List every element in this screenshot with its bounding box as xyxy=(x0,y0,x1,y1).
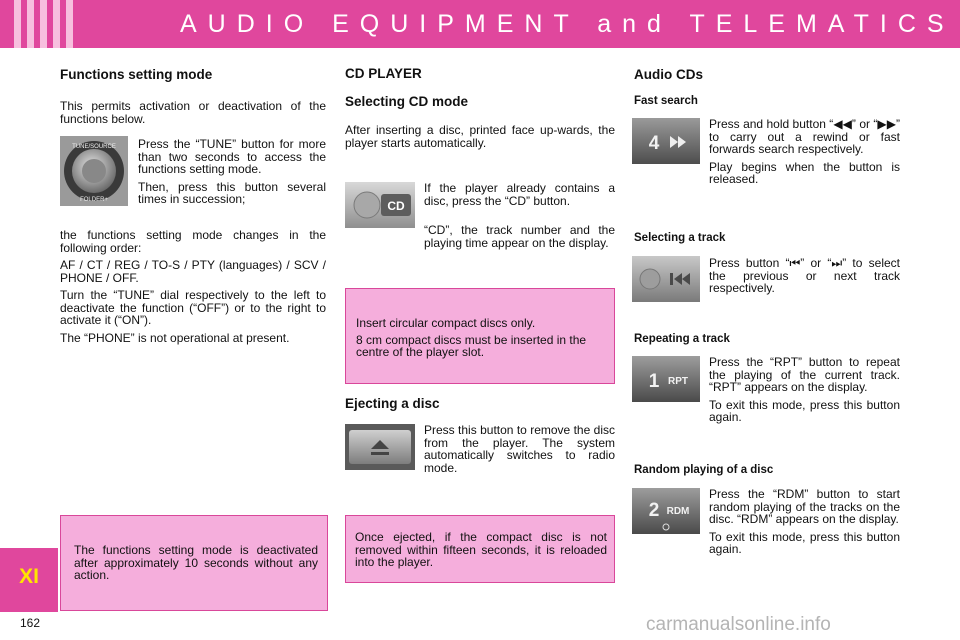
functions-setting-heading: Functions setting mode xyxy=(60,67,213,82)
cd-player-heading: CD PLAYER xyxy=(345,66,422,81)
functions-para2a: Then, press this button several times in succession; xyxy=(138,179,326,206)
functions-dial: Turn the “TUNE” dial respectively to the left to deactivate the function (“OFF”) or to the right to activate it (“ON”). xyxy=(60,288,326,327)
svg-text:FOLDER+: FOLDER+ xyxy=(80,197,108,203)
eject-button-photo xyxy=(345,424,415,470)
cd-note-line1: Insert circular compact discs only. xyxy=(356,316,536,330)
audio-cds-heading: Audio CDs xyxy=(634,67,703,82)
functions-note: The functions setting mode is deactivated after approximately 10 seconds without any action. xyxy=(74,543,318,582)
cd-display-text xyxy=(345,224,615,254)
rpt-button-photo xyxy=(632,356,700,402)
fast-search-para2: Play begins when the button is released. xyxy=(709,159,900,186)
page-title: AUDIO EQUIPMENT and TELEMATICS xyxy=(180,10,955,38)
functions-intro: This permits activation or deactivation of the functions below. xyxy=(60,99,326,126)
functions-phone: The “PHONE” is not operational at present. xyxy=(60,330,290,345)
functions-order: AF / CT / REG / TO-S / PTY (languages) / SCV / PHONE / OFF. xyxy=(60,258,326,285)
random-play-heading: Random playing of a disc xyxy=(634,464,774,476)
cd-note-line2: 8 cm compact discs must be inserted in the centre of the player slot. xyxy=(356,332,587,359)
cd-display-line: “CD”, the track number and the playing time appear on the display. xyxy=(424,223,615,250)
functions-note-box xyxy=(60,515,328,611)
header-stripes xyxy=(14,0,73,48)
functions-tune-text xyxy=(138,138,326,211)
section-tab xyxy=(0,548,58,612)
eject-note: Once ejected, if the compact disc is not removed within fifteen seconds, it is reloaded into the player. xyxy=(355,530,607,569)
page-header xyxy=(0,0,960,48)
fast-search-heading: Fast search xyxy=(634,95,698,107)
repeat-para1: Press the “RPT” button to repeat the playing of the current track. “RPT” appears on the display. xyxy=(709,355,900,394)
fast-search-button-photo xyxy=(632,118,700,164)
selecting-cd-heading: Selecting CD mode xyxy=(345,94,469,109)
svg-text:TUNE/SOURCE: TUNE/SOURCE xyxy=(72,144,116,150)
repeat-track-heading: Repeating a track xyxy=(634,333,730,345)
repeat-text xyxy=(709,356,900,429)
page-number: 162 xyxy=(20,616,41,630)
tune-knob-photo xyxy=(60,136,128,206)
eject-text: Press this button to remove the disc from the player. The system automatically switches to radio mode. xyxy=(424,423,615,475)
functions-order-text xyxy=(60,229,326,349)
repeat-para2: To exit this mode, press this button again. xyxy=(709,397,900,424)
functions-para2b: the functions setting mode changes in the following order: xyxy=(60,228,326,255)
fast-search-para1: Press and hold button “◀◀” or “▶▶” to carry out a rewind or fast forwards search respectively. xyxy=(709,117,900,156)
svg-text:RPT: RPT xyxy=(668,376,688,387)
track-button-photo xyxy=(632,256,700,302)
cd-press-text: If the player already contains a disc, press the “CD” button. xyxy=(424,181,615,208)
section-number: XI xyxy=(19,565,39,588)
svg-text:CD: CD xyxy=(387,199,405,213)
eject-note-box xyxy=(345,515,615,583)
svg-text:RDM: RDM xyxy=(666,506,690,517)
random-para1: Press the “RDM” button to start random playing of the tracks on the disc. “RDM” appears on the display. xyxy=(709,487,900,526)
svg-text:1: 1 xyxy=(648,371,660,392)
cd-intro: After inserting a disc, printed face up-wards, the player starts automatically. xyxy=(345,123,615,150)
random-para2: To exit this mode, press this button again. xyxy=(709,529,900,556)
svg-text:2: 2 xyxy=(648,500,660,521)
ejecting-heading: Ejecting a disc xyxy=(345,396,440,411)
cd-button-photo xyxy=(345,182,415,228)
track-text: Press button “⏮” or “⏭” to select the previous or next track respectively. xyxy=(709,256,900,295)
random-text xyxy=(709,488,900,561)
cd-insert-note-box xyxy=(345,288,615,384)
svg-text:4: 4 xyxy=(648,133,660,154)
fast-search-text xyxy=(709,118,900,191)
selecting-track-heading: Selecting a track xyxy=(634,232,726,244)
watermark: carmanualsonline.info xyxy=(646,614,831,635)
rdm-button-photo xyxy=(632,488,700,534)
cd-insert-note xyxy=(356,317,606,363)
functions-para1: Press the “TUNE” button for more than two seconds to access the functions setting mode. xyxy=(138,137,326,176)
